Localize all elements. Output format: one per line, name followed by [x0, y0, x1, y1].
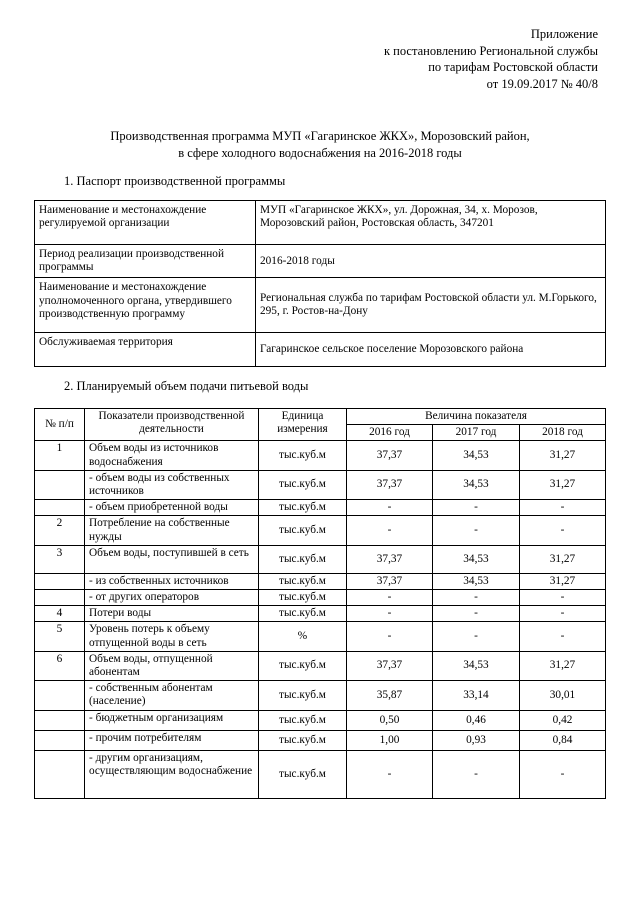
row-unit: тыс.куб.м	[259, 750, 347, 798]
table-row	[35, 516, 606, 545]
row-name: - собственным абонентам (население)	[85, 681, 259, 710]
row-value-2017: 0,93	[433, 730, 520, 750]
row-value-2016: 35,87	[347, 681, 433, 710]
row-unit: тыс.куб.м	[259, 470, 347, 499]
row-value-2016: 37,37	[347, 441, 433, 470]
appendix-line-3: по тарифам Ростовской области	[428, 60, 598, 74]
row-name: - прочим потребителям	[85, 730, 259, 750]
row-unit: тыс.куб.м	[259, 710, 347, 730]
row-value-2017: 33,14	[433, 681, 520, 710]
row-value-2018: -	[520, 622, 606, 651]
row-name: Объем воды, поступившей в сеть	[85, 545, 259, 573]
row-unit: тыс.куб.м	[259, 516, 347, 545]
row-value-2017: -	[433, 500, 520, 516]
row-name: - из собственных источников	[85, 573, 259, 589]
row-unit: тыс.куб.м	[259, 730, 347, 750]
passport-row	[35, 278, 606, 333]
row-num: 3	[35, 545, 85, 573]
header-row	[35, 409, 606, 425]
row-name: Объем воды из источников водоснабжения	[85, 441, 259, 470]
row-num: 6	[35, 651, 85, 680]
passport-value: МУП «Гагаринское ЖКХ», ул. Дорожная, 34, х. Морозов, Морозовский район, Ростовская область, 347201	[256, 201, 606, 245]
row-value-2018: -	[520, 606, 606, 622]
appendix-line-1: Приложение	[530, 27, 598, 41]
header-value: Величина показателя	[347, 409, 606, 425]
row-value-2016: -	[347, 750, 433, 798]
row-value-2018: -	[520, 516, 606, 545]
row-num	[35, 730, 85, 750]
document-title	[0, 128, 640, 161]
row-value-2016: -	[347, 516, 433, 545]
section-2-heading: 2. Планируемый объем подачи питьевой воды	[64, 379, 309, 393]
header-year-2016: 2016 год	[347, 425, 433, 441]
header-year-2018: 2018 год	[520, 425, 606, 441]
passport-label: Наименование и местонахождение уполномоченного органа, утвердившего производственную программу	[35, 278, 256, 333]
row-num	[35, 710, 85, 730]
passport-value: Региональная служба по тарифам Ростовской области ул. М.Горького, 295, г. Ростов-на-Дону	[256, 278, 606, 333]
row-value-2016: 37,37	[347, 470, 433, 499]
row-value-2017: 34,53	[433, 651, 520, 680]
passport-row	[35, 201, 606, 245]
row-value-2018: 31,27	[520, 573, 606, 589]
table-row	[35, 545, 606, 573]
title-line-1: Производственная программа МУП «Гагаринское ЖКХ», Морозовский район,	[110, 129, 530, 143]
row-value-2016: 37,37	[347, 573, 433, 589]
title-line-2: в сфере холодного водоснабжения на 2016-2018 годы	[178, 145, 462, 160]
row-name: - от других операторов	[85, 590, 259, 606]
row-value-2017: -	[433, 750, 520, 798]
row-unit: тыс.куб.м	[259, 681, 347, 710]
row-name: Уровень потерь к объему отпущенной воды в сеть	[85, 622, 259, 651]
row-num: 1	[35, 441, 85, 470]
row-num: 2	[35, 516, 85, 545]
row-num	[35, 573, 85, 589]
row-value-2018: 0,84	[520, 730, 606, 750]
table-row	[35, 573, 606, 589]
table-row	[35, 500, 606, 516]
table-row	[35, 710, 606, 730]
section-1-heading: 1. Паспорт производственной программы	[64, 174, 286, 188]
appendix-line-2: к постановлению Региональной службы	[383, 43, 598, 58]
row-name: - бюджетным организациям	[85, 710, 259, 730]
row-num	[35, 590, 85, 606]
row-value-2016: -	[347, 590, 433, 606]
row-num: 5	[35, 622, 85, 651]
row-unit: %	[259, 622, 347, 651]
table-row	[35, 651, 606, 680]
table-row	[35, 730, 606, 750]
row-value-2016: 37,37	[347, 651, 433, 680]
row-value-2018: 31,27	[520, 651, 606, 680]
table-body	[35, 441, 606, 798]
header-num: № п/п	[35, 409, 85, 441]
row-value-2018: -	[520, 500, 606, 516]
header-indicator: Показатели производственной деятельности	[85, 409, 259, 441]
row-value-2017: 0,46	[433, 710, 520, 730]
row-name: Потери воды	[85, 606, 259, 622]
row-unit: тыс.куб.м	[259, 573, 347, 589]
row-unit: тыс.куб.м	[259, 545, 347, 573]
row-value-2018: 30,01	[520, 681, 606, 710]
passport-table	[34, 200, 606, 367]
row-num	[35, 500, 85, 516]
row-value-2017: 34,53	[433, 573, 520, 589]
table-row	[35, 606, 606, 622]
row-value-2018: 31,27	[520, 545, 606, 573]
row-name: - другим организациям, осуществляющим водоснабжение	[85, 750, 259, 798]
row-value-2017: -	[433, 606, 520, 622]
row-value-2016: -	[347, 500, 433, 516]
water-volume-table	[34, 408, 606, 799]
passport-row	[35, 245, 606, 278]
passport-label: Наименование и местонахождение регулируемой организации	[35, 201, 256, 245]
row-value-2018: 31,27	[520, 441, 606, 470]
passport-row	[35, 333, 606, 367]
row-value-2017: -	[433, 516, 520, 545]
row-value-2018: -	[520, 590, 606, 606]
row-value-2017: -	[433, 622, 520, 651]
passport-value: 2016-2018 годы	[256, 245, 606, 278]
row-value-2018: 0,42	[520, 710, 606, 730]
row-name: - объем приобретенной воды	[85, 500, 259, 516]
row-unit: тыс.куб.м	[259, 441, 347, 470]
header-unit: Единица измерения	[259, 409, 347, 441]
row-unit: тыс.куб.м	[259, 500, 347, 516]
passport-label: Период реализации производственной программы	[35, 245, 256, 278]
row-value-2018: -	[520, 750, 606, 798]
row-num: 4	[35, 606, 85, 622]
passport-label: Обслуживаемая территория	[35, 333, 256, 367]
table-row	[35, 750, 606, 798]
row-value-2016: 1,00	[347, 730, 433, 750]
row-value-2016: 0,50	[347, 710, 433, 730]
table-row	[35, 590, 606, 606]
row-num	[35, 681, 85, 710]
table-row	[35, 622, 606, 651]
row-value-2016: -	[347, 606, 433, 622]
table-row	[35, 470, 606, 499]
row-unit: тыс.куб.м	[259, 590, 347, 606]
row-value-2016: 37,37	[347, 545, 433, 573]
row-name: Объем воды, отпущенной абонентам	[85, 651, 259, 680]
row-value-2017: 34,53	[433, 441, 520, 470]
row-name: - объем воды из собственных источников	[85, 470, 259, 499]
row-value-2017: 34,53	[433, 470, 520, 499]
row-unit: тыс.куб.м	[259, 651, 347, 680]
row-num	[35, 750, 85, 798]
row-num	[35, 470, 85, 499]
table-row	[35, 441, 606, 470]
row-unit: тыс.куб.м	[259, 606, 347, 622]
table-row	[35, 681, 606, 710]
passport-value: Гагаринское сельское поселение Морозовского района	[256, 333, 606, 367]
appendix-block	[384, 26, 598, 92]
row-value-2018: 31,27	[520, 470, 606, 499]
header-year-2017: 2017 год	[433, 425, 520, 441]
row-value-2017: -	[433, 590, 520, 606]
row-name: Потребление на собственные нужды	[85, 516, 259, 545]
row-value-2017: 34,53	[433, 545, 520, 573]
appendix-line-4: от 19.09.2017 № 40/8	[486, 76, 598, 91]
row-value-2016: -	[347, 622, 433, 651]
